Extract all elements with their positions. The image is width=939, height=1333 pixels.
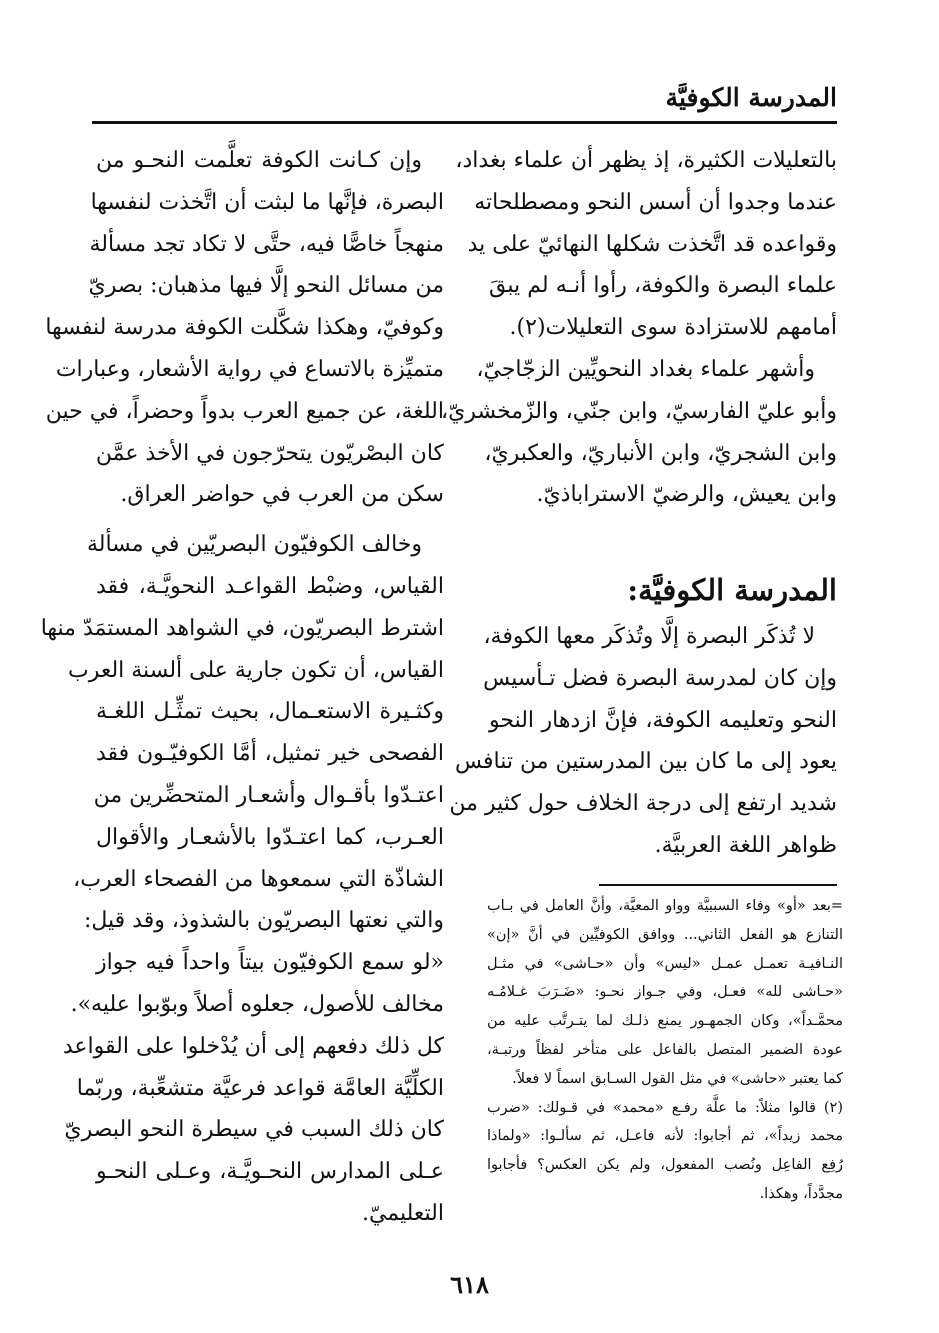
text-line: وابن يعيش، والرضيّ الاستراباذيّ. [536,482,837,508]
text-line: مخالف للأصول، جعلوه أصلاً وبوّبوا عليه». [70,991,444,1017]
footnote-line: (٢) قالوا مثلاً: ما علَّة رفـع «محمد» في قـولك: «ضرب [487,1099,843,1116]
footnote-line: محمد زيداً»، ثم أجابوا: لأنه فاعـل، ثم سألـوا: «ولماذا [487,1128,843,1145]
text-line: النحو وتعليمه الكوفة، فإنَّ ازدهار النحو [489,707,837,733]
paragraph [440,349,837,516]
text-line: ظواهر اللغة العربيَّة. [654,832,837,858]
footnote-line: رُفِع الفاعِل ونُصب المفعول، ولم يكن العكس؟ فأجابوا [487,1157,843,1174]
text-line: اشترط البصريّون، في الشواهد المستمَدّ منها [40,615,444,641]
paragraph [45,140,444,516]
footnote-line: «حـاشى لله» فعـل، وفي جـواز نحـو: «ضَـرَبَ غـلامُـه [487,984,843,1001]
text-line: كان البصْريّون يتحرّجون في الأخذ عمَّن [95,440,444,466]
text-line: القياس، أن تكون جارية على ألسنة العرب [67,657,444,683]
text-line: وخالف الكوفيّون البصريّين في مسألة [86,532,422,558]
left-column [40,140,444,1235]
text-line: عـلى المدارس النحـويَّـة، وعـلى النحـو [96,1159,444,1185]
text-line: منهجاً خاصًّا فيه، حتَّى لا تكاد تجد مسألة [89,231,444,257]
text-line: التعليميّ. [361,1200,444,1226]
footnote-line: عودة الضمير المتصل بالفاعل على متأخر لفظاً ورتبـة، [487,1041,843,1058]
footnote-line: التنازع هو الفعل الثاني... ووافق الكوفيِّين في أنَّ «إن» [487,926,843,943]
footnote-line: كما يعتبر «حاشى» في مثل القول السـابق اسماً لا فعلاً. [512,1070,843,1087]
right-column [440,140,837,516]
paragraph [455,140,837,349]
text-line: عندما وجدوا أن أسس النحو ومصطلحاته [474,189,837,215]
text-line: كان ذلك السبب في سيطرة النحو البصريّ [64,1117,444,1143]
text-line: بالتعليلات الكثيرة، إذ يظهر أن علماء بغداد، [455,148,837,173]
paragraph [40,524,444,1235]
text-line: وابن الشجريّ، وابن الأنباريّ، والعكبريّ، [484,440,837,466]
text-line: الشاذّة التي سمعوها من الفصحاء العرب، [73,866,444,892]
text-line: البصرة، فإنَّها ما لبثت أن اتَّخذت لنفسها [90,189,444,215]
text-line: وكوفيّ، وهكذا شكَّلت الكوفة مدرسة لنفسها [45,315,444,341]
footnote-rule [599,884,837,886]
text-line: العـرب، كما اعتـدّوا بالأشعـار والأقوال [96,824,444,850]
text-line: والتي نعتها البصريّون بالشذوذ، وقد قيل: [83,908,444,934]
page-number: ٦١٨ [450,1270,489,1299]
text-line: كل ذلك دفعهم إلى أن يُدْخلوا على القواعد [62,1033,444,1059]
text-line: وقواعده قد اتَّخذت شكلها النهائيّ على يد [467,231,837,257]
section-body [449,616,837,867]
text-line: «لو سمع الكوفيّون بيتاً واحداً فيه جواز [96,950,444,976]
header-rule [92,121,837,124]
footnote-line: مجدَّداً، وهكذا. [759,1185,843,1202]
text-line: وإن كان لمدرسة البصرة فضل تـأسيس [483,665,837,691]
text-line: القياس، وضبْط القواعـد النحويَّـة، فقد [96,573,444,599]
text-line: وأبو عليّ الفارسيّ، وابن جنّي، والزّمخشريّ، [440,398,837,424]
text-line: شديد ارتفع إلى درجة الخلاف حول كثير من [449,791,837,817]
text-line: اعتـدّوا بأقـوال وأشعـار المتحضِّرين من [93,782,444,808]
text-line: اللغة، عن جميع العرب بدواً وحضراً، في حين [45,398,444,424]
text-line: الفصحى خير تمثيل، أمَّا الكوفيّـون فقد [96,741,444,767]
footnotes [487,892,843,1209]
footnote-line: النـافيـة تعمـل عمـل «ليس» وأن «حـاشى» في مثـل [487,955,843,972]
text-line: وإن كـانت الكوفة تعلَّمت النحـو من [96,148,422,173]
text-line: أمامهم للاستزادة سوى التعليلات(٢). [509,315,837,341]
running-head: المدرسة الكوفيَّة [665,83,837,112]
footnote-line: =بعد «أو» وفاء السببيَّة وواو المعيَّة، وأنَّ العامل في بـاب [487,898,843,914]
text-line: لا تُذكَر البصرة إلَّا وتُذكَر معها الكوفة، [483,624,815,649]
text-line: من مسائل النحو إلَّا فيها مذهبان: بصريّ [88,273,444,299]
text-line: متميِّزة بالاتساع في رواية الأشعار، وعبارات [55,356,444,382]
footnote-line: محمَّـداً»، وكان الجمهـور يمنع ذلـك لما يتـرتَّب عليه من [487,1013,843,1030]
text-line: سكن من العرب في حواضر العراق. [120,482,444,508]
text-line: يعود إلى ما كان بين المدرستين من تنافس [454,749,837,775]
text-line: الكلِّيَّة العامَّة قواعد فرعيَّة متشعِّبة، وربّما [76,1075,444,1101]
section-heading: المدرسة الكوفيَّة: [627,573,837,607]
text-line: وأشهر علماء بغداد النحويِّين الزجّاجيّ، [476,356,815,382]
text-line: وكثـيرة الاستعـمال، بحيث تمثِّـل اللغـة [96,699,444,725]
text-line: علماء البصرة والكوفة، رأوا أنـه لم يبقَ [489,273,837,299]
